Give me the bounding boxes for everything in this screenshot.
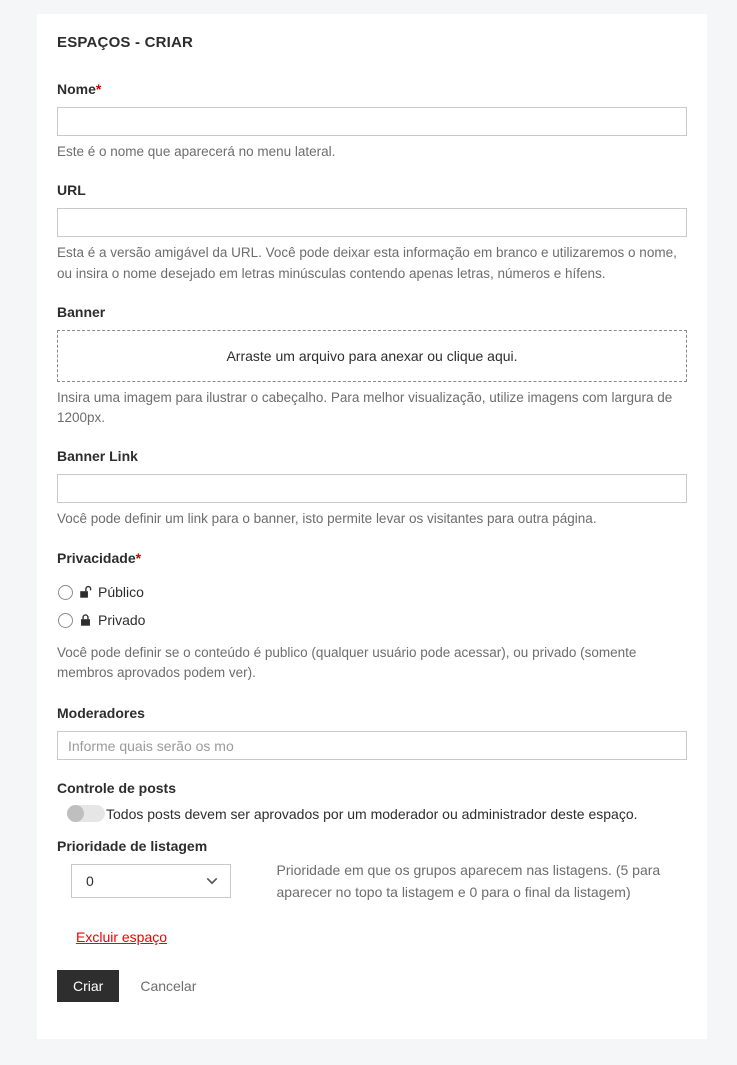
- banner-link-label: Banner Link: [57, 448, 138, 465]
- field-group-nome: [57, 81, 687, 162]
- privacidade-help-text: Você pode definir se o conteúdo é publico (qualquer usuário pode acessar), ou privado (somente membros aprovados podem ver).: [57, 644, 637, 680]
- chevron-down-icon: [206, 877, 218, 885]
- prioridade-help-text: Prioridade em que os grupos aparecem nas listagens. (5 para aparecer no topo ta listagem e 0 para o final da listagem): [276, 862, 661, 900]
- radio-publico[interactable]: [58, 585, 73, 600]
- field-group-controle-posts: [57, 780, 687, 822]
- banner-link-help-text: Você pode definir um link para o banner, isto permite levar os visitantes para outra página.: [57, 511, 597, 527]
- radio-option-publico[interactable]: [58, 584, 687, 601]
- toggle-knob: [67, 805, 84, 822]
- banner-help-text: Insira uma imagem para ilustrar o cabeçalho. Para melhor visualização, utilize imagens com largura de 1200px.: [57, 389, 673, 425]
- required-asterisk: *: [135, 549, 142, 566]
- field-group-prioridade: [57, 838, 687, 903]
- field-group-url: [57, 182, 687, 284]
- moderadores-input[interactable]: [57, 731, 687, 760]
- cancel-button[interactable]: Cancelar: [140, 978, 197, 995]
- form-actions: [57, 970, 687, 1002]
- radio-privado[interactable]: [58, 613, 73, 628]
- posts-approval-toggle[interactable]: [67, 805, 105, 822]
- controle-posts-label: Controle de posts: [57, 780, 177, 796]
- field-group-banner-link: [57, 448, 687, 529]
- create-button[interactable]: Criar: [57, 970, 119, 1002]
- field-group-privacidade: [57, 550, 687, 684]
- radio-privado-label: Privado: [98, 612, 146, 628]
- radio-option-privado[interactable]: [58, 612, 687, 629]
- url-help-text: Esta é a versão amigável da URL. Você pode deixar esta informação em branco e utilizaremos o nome, ou insira o nome desejado em letras minúsculas contendo apenas letras, números e hífens.: [57, 245, 677, 281]
- banner-label: Banner: [57, 303, 106, 320]
- field-group-moderadores: [57, 705, 687, 760]
- delete-space-link[interactable]: Excluir espaço: [76, 929, 168, 946]
- lock-icon: [79, 613, 92, 627]
- field-group-banner: [57, 304, 687, 429]
- url-input[interactable]: [57, 208, 687, 237]
- create-space-form: [37, 14, 707, 1039]
- delete-link-row: [76, 929, 687, 945]
- prioridade-row: [57, 860, 687, 903]
- priority-selected-value: 0: [86, 873, 94, 889]
- nome-label: Nome*: [57, 81, 102, 97]
- banner-link-input[interactable]: [57, 474, 687, 503]
- unlock-icon: [79, 585, 92, 599]
- controle-posts-text: Todos posts devem ser aprovados por um moderador ou administrador deste espaço.: [106, 805, 638, 822]
- nome-help-text: Este é o nome que aparecerá no menu lateral.: [57, 144, 336, 159]
- banner-dropzone-text: Arraste um arquivo para anexar ou clique aqui.: [226, 347, 518, 364]
- radio-publico-label: Público: [98, 584, 144, 600]
- url-label: URL: [57, 182, 86, 199]
- privacidade-label: Privacidade*: [57, 549, 142, 566]
- page-title: ESPAÇOS - CRIAR: [57, 34, 194, 51]
- banner-dropzone[interactable]: [57, 330, 687, 382]
- priority-select[interactable]: [71, 864, 231, 898]
- prioridade-label: Prioridade de listagem: [57, 838, 208, 854]
- required-asterisk: *: [95, 81, 102, 97]
- controle-posts-row: [67, 805, 687, 822]
- nome-input[interactable]: [57, 107, 687, 136]
- moderadores-label: Moderadores: [57, 705, 145, 721]
